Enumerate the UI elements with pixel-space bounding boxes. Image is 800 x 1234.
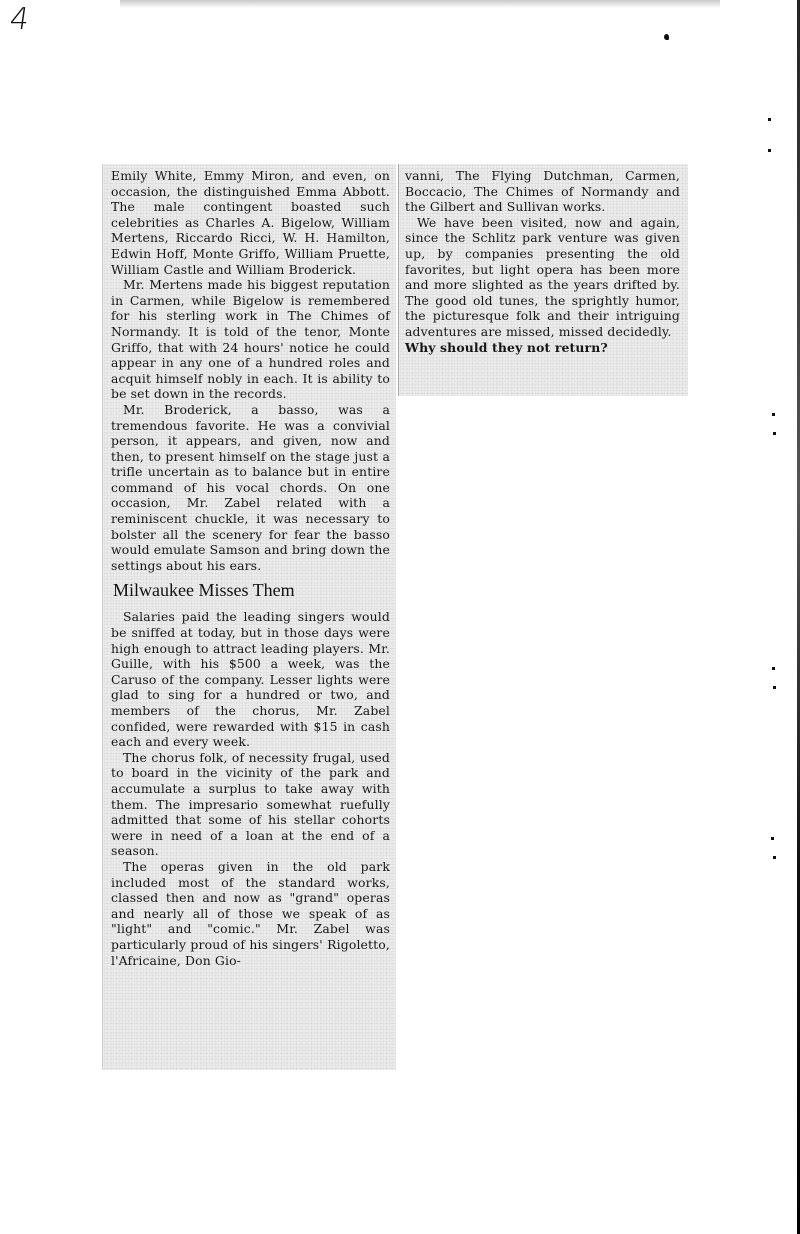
punch-dot (768, 118, 771, 121)
punch-dot (772, 413, 775, 416)
article-subheading: Milwaukee Misses Them (113, 580, 295, 601)
punch-dot (773, 432, 776, 435)
article-column-left (102, 164, 396, 1070)
punch-dot (772, 667, 775, 670)
article-paragraph: The chorus folk, of necessity frugal, used to board in the vicinity of the park and accumulate a surplus to take away with them. The impresario somewhat ruefully admitted that some of his stellar cohorts were in need of a loan at the end of a season. (111, 749, 390, 859)
punch-dot (771, 837, 774, 840)
article-paragraph: vanni, The Flying Dutchman, Carmen, Boccacio, The Chimes of Normandy and the Gilbert and Sullivan works. (405, 168, 680, 215)
article-paragraph: The operas given in the old park included most of the standard works, classed then and now as "grand" operas and nearly all of those we speak of as "light" and "comic." Mr. Zabel was particularly proud of his singers' Rigoletto, l'Africaine, Don Gio- (111, 858, 390, 968)
article-column-right (398, 164, 688, 396)
punch-dot (773, 856, 776, 859)
article-paragraph: Mr. Mertens made his biggest reputation in Carmen, while Bigelow is remembered for his sterling work in The Chimes of Normandy. It is told of the tenor, Monte Griffo, that with 24 hours' notice he could appear in any one of a hundred roles and acquit himself nobly in each. It is ability to be set down in the records. (111, 277, 390, 402)
article-paragraph: Mr. Broderick, a basso, was a tremendous favorite. He was a convivial person, it appears, and given, now and then, to present himself on the stage just a trifle uncertain as to balance but in entire command of his vocal chords. On one occasion, Mr. Zabel related with a reminiscent chuckle, it was necessary to bolster all the scenery for fear the basso would emulate Samson and bring down the settings about his ears. (111, 401, 390, 573)
handwritten-page-number: 4 (7, 2, 32, 37)
punch-dot (773, 686, 776, 689)
article-paragraph: Salaries paid the leading singers would be sniffed at today, but in those days were high enough to attract leading players. Mr. Guille, with his $500 a week, was the Caruso of the company. Lesser lights were glad to sing for a hundred or two, and members of the chorus, Mr. Zabel confided, were rewarded with $15 in cash each and every week. (111, 609, 390, 750)
closing-question: Why should they not return? (405, 339, 608, 355)
punch-dot (768, 149, 771, 152)
article-paragraph: We have been visited, now and again, since the Schlitz park venture was given up, by companies presenting the old favorites, but light opera has been more and more slighted as the years drifted by. The good old tunes, the sprightly humor, the picturesque folk and their intriguing adventures are missed, missed decidedly. (405, 214, 680, 339)
page-top-shadow (120, 0, 720, 8)
article-paragraph: Emily White, Emmy Miron, and even, on occasion, the distinguished Emma Abbott. The male contingent boasted such celebrities as Charles A. Bigelow, William Mertens, Riccardo Ricci, W. H. Hamilton, Edwin Hoff, Monte Griffo, William Pruette, William Castle and William Broderick. (111, 168, 390, 277)
ink-spot-mark (664, 34, 669, 40)
article-closing-line (405, 340, 680, 356)
